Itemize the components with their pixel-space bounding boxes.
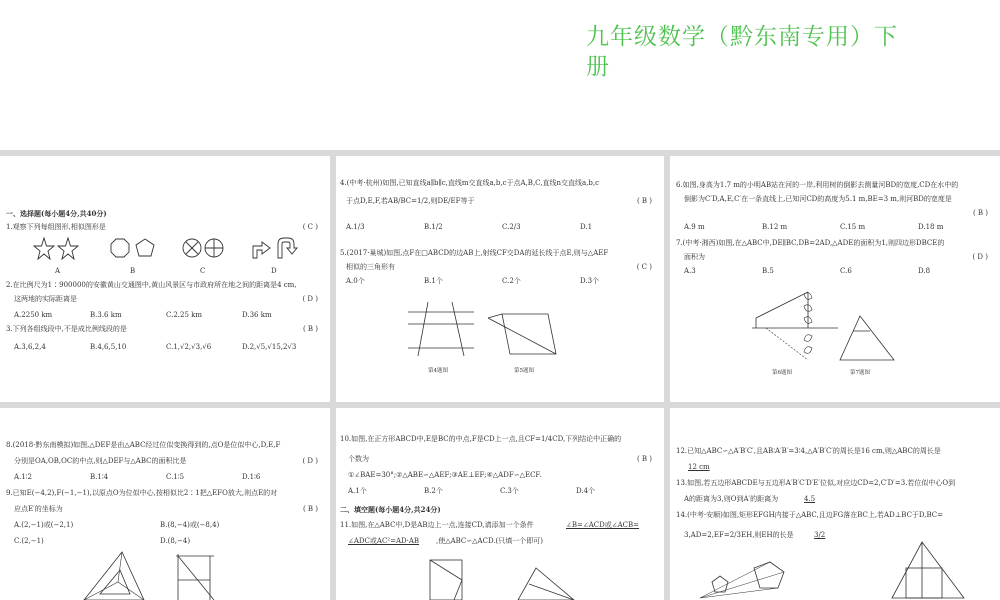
q7-option-a: A.3	[684, 267, 696, 275]
figure-q8-homothety	[80, 550, 150, 600]
page-thumbnail-6[interactable]	[670, 408, 1000, 600]
figure-q7-triangle	[838, 314, 898, 362]
question-6-line1: 6.如图,身高为1.7 m的小明AB站在河的一岸,利用树的倒影去测量河BD的宽度,CD在水中的	[676, 181, 959, 189]
q13-answer-blank: 4.5	[804, 495, 816, 503]
q6-option-d: D.18 m	[918, 223, 944, 231]
q5-option-d: D.3个	[580, 277, 600, 285]
question-6-line2: 倒影为C′D,A,E,C′在一条直线上,已知河CD的高度为5.1 m,BE=3 m,则河BD的宽度是	[684, 195, 952, 203]
q7-option-d: D.8	[918, 267, 931, 275]
q4-option-d: D.1	[580, 223, 593, 231]
question-10-line1: 10.如图,在正方形ABCD中,E是BC的中点,F是CD上一点,且CF=1/4CD,下列结论中正确的	[340, 435, 622, 443]
question-4-line1: 4.(中考·杭州)如图,已知直线a∥b∥c,直线m交直线a,b,c于点A,B,C,直线n交直线a,b,c	[340, 179, 600, 187]
question-11-line2: ,使△ABC∽△ACD.(只填一个即可)	[436, 537, 544, 545]
question-7-line2: 面积为	[684, 253, 705, 261]
q5-option-a: A.0个	[346, 277, 365, 285]
q1-option-label-a: A	[55, 267, 61, 275]
q10-option-b: B.2个	[424, 487, 443, 495]
figure-q5-parallelogram	[486, 308, 566, 358]
figure-q11-triangle	[516, 564, 576, 600]
q1-option-label-b: B	[130, 267, 136, 275]
figure-q13-pentagons	[698, 562, 788, 600]
page-thumbnail-3[interactable]	[670, 156, 1000, 402]
figure-5-caption: 第5题图	[514, 368, 534, 374]
question-10-statements: ①∠BAE=30°;②△ABE∽△AEF;③AE⊥EF;④△ADF∽△ECF.	[348, 471, 542, 479]
answer-4: ( B )	[636, 197, 652, 205]
q11-answer-blank-1: ∠B=∠ACD或∠ACB=	[566, 521, 640, 529]
q4-option-c: C.2/3	[502, 223, 521, 231]
q6-option-c: C.15 m	[840, 223, 866, 231]
q8-option-a: A.1∶2	[14, 473, 33, 481]
page-thumbnail-4[interactable]	[0, 408, 330, 600]
question-8-line1: 8.(2018·黔东南模拟)如图,△DEF是由△ABC经过位似变换得到的,点O是位似中心,D,E,F	[6, 441, 281, 449]
q2-option-b: B.3.6 km	[90, 311, 122, 319]
q10-option-a: A.1个	[348, 487, 367, 495]
question-5-line1: 5.(2017·巢城)如图,点F在□ABCD的边AB上,射线CF交DA的延长线于点E,则与△AEF	[340, 249, 609, 257]
question-7-line1: 7.(中考·湘西)如图,在△ABC中,DE∥BC,DB=2AD,△ADE的面积为1,则四边形DBCE的	[676, 239, 945, 247]
q1-shapes-figure	[0, 234, 330, 272]
q7-option-c: C.6	[840, 267, 852, 275]
page-thumbnail-5[interactable]	[336, 408, 664, 600]
figure-4-caption: 第4题图	[428, 368, 448, 374]
question-14-line1: 14.(中考·安顺)如图,矩形EFGH内接于△ABC,且边FG落在BC上,若AD⊥BC于D,BC=	[676, 511, 944, 519]
q9-option-d: D.(8,−4)	[160, 537, 191, 545]
q5-option-c: C.2个	[502, 277, 521, 285]
answer-3: ( B )	[302, 325, 318, 333]
question-8-line2: 分别是OA,OB,OC的中点,则△DEF与△ABC的面积比是	[14, 457, 187, 465]
q1-option-label-d: D	[271, 267, 277, 275]
page-thumbnail-2[interactable]	[336, 156, 664, 402]
section-heading: 一、选择题(每小题4分,共40分)	[6, 209, 107, 218]
q3-option-d: D.2,√5,√15,2√3	[242, 343, 297, 351]
q3-option-b: B.4,6,5,10	[90, 343, 127, 351]
section-heading-fill: 二、填空题(每小题4分,共24分)	[340, 505, 441, 514]
page-thumbnail-1[interactable]	[0, 156, 330, 402]
question-4-line2: 于点D,E,F,若AB/BC=1/2,则DE/EF等于	[346, 197, 475, 205]
q1-option-label-c: C	[200, 267, 206, 275]
question-11-line1: 11.如图,在△ABC中,D是AB边上一点,连接CD,请添加一个条件	[340, 521, 534, 529]
q3-option-c: C.1,√2,√3,√6	[166, 343, 212, 351]
figure-q9-coordinate-plane	[170, 552, 230, 600]
question-3: 3.下列各组线段中,不是成比例线段的是	[6, 325, 127, 333]
q6-option-b: B.12 m	[762, 223, 788, 231]
question-13-line2: A的距离为3,则O到A′的距离为	[684, 495, 779, 503]
q8-option-c: C.1∶5	[166, 473, 185, 481]
q6-option-a: A.9 m	[684, 223, 705, 231]
q8-option-d: D.1∶6	[242, 473, 261, 481]
answer-1: ( C )	[302, 223, 318, 231]
q9-option-b: B.(8,−4)或(−8,4)	[160, 521, 220, 529]
q9-option-a: A.(2,−1)或(−2,1)	[14, 521, 74, 529]
question-14-line2: 3,AD=2,EF=2/3EH,则EH的长是	[684, 531, 794, 539]
q5-option-b: B.1个	[424, 277, 443, 285]
answer-9: ( B )	[302, 505, 318, 513]
question-13-line1: 13.如图,若五边形ABCDE与五边形A′B′C′D′E′位似,对应边CD=2,C′D′=3.若位似中心O到	[676, 479, 956, 487]
q11-answer-blank-2: ∠ADC或AC²=AD·AB	[348, 537, 420, 545]
q3-option-a: A.3,6,2,4	[14, 343, 46, 351]
question-2-line1: 2.在比例尺为1∶900000的安徽黄山交通图中,黄山风景区与市政府所在地之间的距离是4 cm,	[6, 281, 297, 289]
figure-6-caption: 第6题图	[772, 370, 792, 376]
figure-q6-river-reflection	[750, 288, 840, 366]
q2-option-d: D.36 km	[242, 311, 272, 319]
answer-2: ( D )	[302, 295, 318, 303]
question-12-line1: 12.已知△ABC∽△A′B′C′,且AB∶A′B′=3∶4,△A′B′C′的周长是16 cm,则△ABC的周长是	[676, 447, 941, 455]
figure-7-caption: 第7题图	[850, 370, 870, 376]
answer-7: ( D )	[972, 253, 988, 261]
answer-10: ( B )	[636, 455, 652, 463]
q7-option-b: B.5	[762, 267, 774, 275]
question-2-line2: 这两地的实际距离是	[14, 295, 77, 303]
q9-option-c: C.(2,−1)	[14, 537, 44, 545]
q2-option-c: C.2.25 km	[166, 311, 203, 319]
q12-answer-blank: 12 cm	[688, 463, 710, 471]
figure-q10-square	[426, 554, 466, 600]
q2-option-a: A.2250 km	[14, 311, 53, 319]
question-10-line2: 个数为	[348, 455, 369, 463]
figure-q4-parallel-lines	[406, 298, 476, 358]
q8-option-b: B.1∶4	[90, 473, 109, 481]
slide-title: 九年级数学（黔东南专用）下册	[586, 24, 898, 80]
question-9-line2: 应点E′的坐标为	[14, 505, 63, 513]
q10-option-c: C.3个	[500, 487, 519, 495]
answer-5: ( C )	[636, 263, 652, 271]
figure-q14-inscribed-rectangle	[890, 538, 966, 600]
question-5-line2: 相似的三角形有	[346, 263, 395, 271]
q4-option-b: B.1/2	[424, 223, 443, 231]
answer-8: ( D )	[302, 457, 318, 465]
question-1: 1.观察下列每组图形,相似图形是	[6, 223, 106, 231]
answer-6: ( B )	[972, 209, 988, 217]
question-9-line1: 9.已知E(−4,2),F(−1,−1),以原点O为位似中心,按相似比2∶1把△EFO放大,则点E的对	[6, 489, 278, 497]
q14-answer-blank: 3/2	[814, 531, 826, 539]
q4-option-a: A.1/3	[346, 223, 365, 231]
q10-option-d: D.4个	[576, 487, 596, 495]
